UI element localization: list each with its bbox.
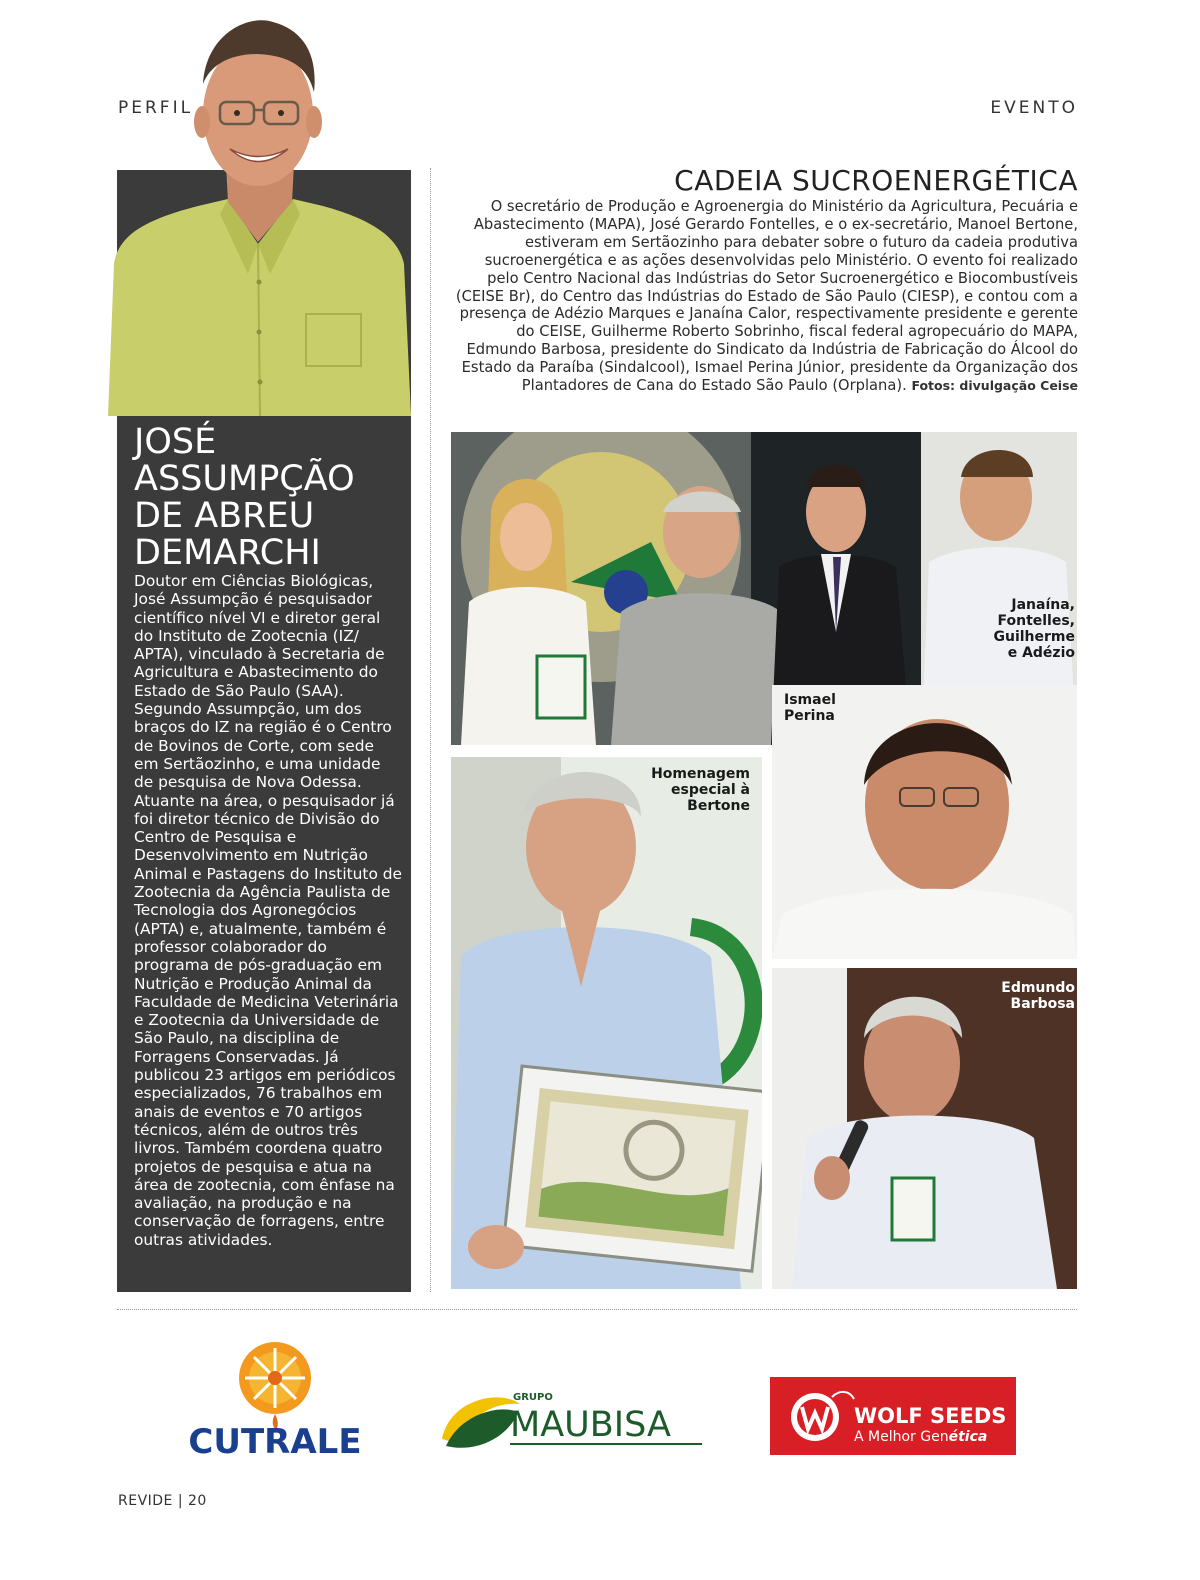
photo-ismael: [772, 685, 1077, 959]
caption-bertone: [651, 766, 750, 814]
caption-group: [993, 597, 1075, 661]
caption-bertone-line: Bertone: [687, 798, 750, 814]
cutrale-logo: [180, 1336, 370, 1460]
caption-edmundo-line: Edmundo: [1001, 980, 1075, 996]
event-text: O secretário de Produção e Agroenergia do Ministério da Agricultura, Pecuária e Abastecimento (MAPA), José Gerardo Fontelles, e o ex-secretário, Manoel Bertone, estiveram em Sertãozinho para debater sobre o futuro da cadeia produtiva sucroenergética e as ações desenvolvidas pelo Ministério. O evento foi realizado pelo Centro Nacional das Indústrias do Setor Sucroenergético e Biocombustíveis (CEISE Br), do Centro das Indústrias do Estado de São Paulo (CIESP), e contou com a presença de Adézio Marques e Janaína Calor, respectivamente presidente e gerente do CEISE, Guilherme Roberto Sobrinho, fiscal federal agropecuário do MAPA, Edmundo Barbosa, presidente do Sindicato da Indústria de Fabricação do Álcool do Estado da Paraíba (Sindalcool), Ismael Perina Júnior, presidente da Organização dos Plantadores de Cana do Estado São Paulo (Orplana).: [455, 198, 1078, 395]
footer-divider: [117, 1309, 1077, 1310]
wolf-seeds-logo: [770, 1377, 1016, 1455]
photo-credit: Fotos: divulgação Ceise: [911, 378, 1078, 394]
caption-group-line: Janaína,: [1011, 597, 1075, 613]
caption-edmundo-line: Barbosa: [1010, 996, 1075, 1012]
photo-edmundo: [772, 968, 1077, 1289]
event-title: CADEIA SUCROENERGÉTICA: [674, 164, 1078, 197]
wolf-seeds-wordmark: WOLF SEEDS: [854, 1404, 1007, 1428]
wolf-seeds-tagline-a: A Melhor Gen: [854, 1429, 949, 1445]
section-label-evento: EVENTO: [990, 98, 1078, 118]
column-divider: [430, 168, 431, 1292]
caption-ismael-line: Ismael: [784, 692, 836, 708]
caption-edmundo: [1001, 980, 1075, 1012]
maubisa-wordmark: MAUBISA: [510, 1405, 671, 1445]
caption-group-line: e Adézio: [1007, 645, 1075, 661]
photo-bertone: [451, 757, 762, 1289]
caption-group-line: Fontelles,: [997, 613, 1075, 629]
profile-bio: Doutor em Ciências Biológicas, José Assumpção é pesquisador científico nível VI e diretor geral do Instituto de Zootecnia (IZ/ APTA), vinculado à Secretaria de Agricultura e Abastecimento do Estado de São Paulo (SAA). Segundo Assumpção, um dos braços do IZ na região é o Centro de Bovinos de Corte, com sede em Sertãozinho, e uma unidade de pesquisa de Nova Odessa. Atuante na área, o pesquisador já foi diretor técnico de Divisão do Centro de Pesquisa e Desenvolvimento em Nutrição Animal e Pastagens do Instituto de Zootecnia da Agência Paulista de Tecnologia dos Agronegócios (APTA) e, atualmente, também é professor colaborador do programa de pós-graduação em Nutrição e Produção Animal da Faculdade de Medicina Veterinária e Zootecnia da Universidade de São Paulo, na disciplina de Forragens Conservadas. Já publicou 23 artigos em periódicos especializados, 76 trabalhos em anais de eventos e 70 artigos técnicos, além de outros três livros. Também coordena quatro projetos de pesquisa e atua na área de zootecnia, com ênfase na avaliação, na produção e na conservação de forragens, entre outras atividades.: [134, 572, 402, 1249]
caption-bertone-line: especial à: [670, 782, 750, 798]
maubisa-group-label: GRUPO: [513, 1392, 553, 1403]
caption-ismael-line: Perina: [784, 708, 835, 724]
event-body: [450, 198, 1078, 395]
caption-ismael: [784, 692, 836, 724]
section-label-perfil: PERFIL: [118, 98, 194, 118]
wolf-seeds-tagline: [854, 1429, 987, 1445]
caption-bertone-line: Homenagem: [651, 766, 750, 782]
profile-name: JOSÉ ASSUMPÇÃO DE ABREU DEMARCHI: [134, 422, 355, 573]
maubisa-logo: [440, 1384, 708, 1458]
page-footer: REVIDE | 20: [118, 1493, 207, 1509]
caption-group-line: Guilherme: [993, 629, 1075, 645]
profile-portrait: [108, 14, 411, 416]
cutrale-wordmark: CUTRALE: [188, 1422, 362, 1460]
wolf-seeds-tagline-b: ética: [948, 1429, 988, 1445]
